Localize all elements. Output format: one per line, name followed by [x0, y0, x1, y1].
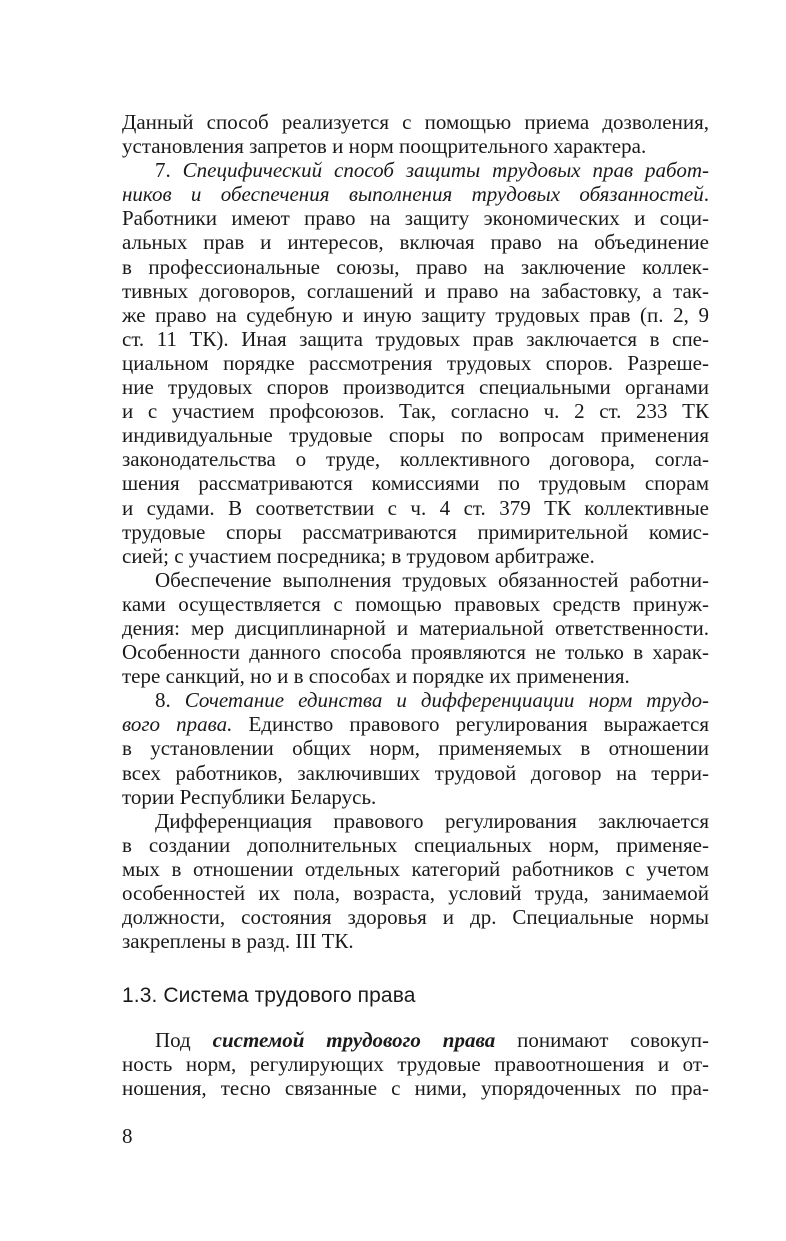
document-page [122, 110, 709, 1101]
page-number: 8 [122, 1124, 133, 1148]
text-line: же право на судебную и иную защиту трудовых прав (п. 2, 9 [122, 302, 709, 327]
text-line: тории Республики Беларусь. [122, 784, 377, 809]
text-line: шения рассматриваются комиссиями по трудовым спорам [122, 471, 709, 496]
text-line: в профессиональные союзы, право на заключение коллек- [122, 254, 709, 279]
italic-term: вого права. [122, 712, 233, 737]
text-fragment: понимают совокуп- [517, 1028, 710, 1053]
text-fragment: Под [155, 1028, 191, 1053]
text-line: всех работников, заключивших трудовой договор на терри- [122, 760, 709, 785]
text-line: ность норм, регулирующих трудовые правоотношения и от- [122, 1052, 709, 1077]
text-line: ками осуществляется с помощью правовых средств принуж- [122, 591, 709, 616]
italic-term: Специфический способ защиты трудовых прав работ- [182, 158, 709, 183]
text-line: тере санкций, но и в способах и порядке их применения. [122, 664, 630, 689]
text-line: ст. 11 ТК). Иная защита трудовых прав заключается в спе- [122, 326, 709, 351]
text-line: мых в отношении отдельных категорий работников с учетом [122, 856, 709, 881]
text-line [122, 712, 709, 736]
text-line: закреплены в разд. III ТК. [122, 929, 354, 954]
text-line: дения: мер дисциплинарной и материальной ответственности. [122, 615, 709, 640]
list-item-7-heading [122, 158, 709, 182]
italic-term: ников и обеспечения выполнения трудовых обязанностей [122, 182, 704, 207]
text-line: альных прав и интересов, включая право на объединение [122, 230, 709, 255]
text-line: и с участием профсоюзов. Так, согласно ч. 2 ст. 233 ТК [122, 399, 709, 424]
punctuation: . [703, 182, 709, 207]
list-item-8-heading [122, 688, 709, 712]
text-line: индивидуальные трудовые споры по вопросам применения [122, 423, 709, 448]
text-line: Данный способ реализуется с помощью приема дозволения, [122, 110, 709, 134]
text-line: Работники имеют право на защиту экономических и соци- [122, 206, 709, 231]
text-line: тивных договоров, соглашений и право на забастовку, а так- [122, 278, 709, 303]
text-line: установления запретов и норм поощрительного характера. [122, 134, 647, 159]
text-line [122, 1028, 709, 1052]
text-line: должности, состояния здоровья и др. Специальные нормы [122, 905, 709, 930]
section-heading: 1.3. Система трудового права [122, 984, 416, 1008]
list-number: 7. [155, 158, 171, 183]
text-line: в установлении общих норм, применяемых в отношении [122, 736, 709, 761]
list-number: 8. [155, 688, 171, 713]
text-line: законодательства о труде, коллективного договора, согла- [122, 447, 709, 472]
text-line: циальном порядке рассмотрения трудовых споров. Разреше- [122, 350, 709, 375]
text-line: Дифференциация правового регулирования заключается [155, 808, 709, 833]
body-text-lower [122, 1028, 709, 1100]
text-line: трудовые споры рассматриваются примирительной комис- [122, 519, 709, 544]
text-line: особенностей их пола, возраста, условий труда, занимаемой [122, 881, 709, 905]
body-text-upper [122, 110, 709, 953]
text-line: Особенности данного способа проявляются не только в харак- [122, 640, 709, 665]
key-term: системой трудового права [212, 1028, 496, 1053]
text-line: Обеспечение выполнения трудовых обязанностей работни- [155, 567, 709, 592]
text-line: ношения, тесно связанные с ними, упорядоченных по пра- [122, 1076, 709, 1101]
italic-term: Сочетание единства и дифференциации норм трудо- [184, 688, 709, 713]
text-line: сией; с участием посредника; в трудовом арбитраже. [122, 543, 595, 568]
text-line [122, 182, 709, 206]
text-line: ние трудовых споров производится специальными органами [122, 375, 709, 400]
text-line: и судами. В соответствии с ч. 4 ст. 379 ТК коллективные [122, 495, 709, 520]
text-line: в создании дополнительных специальных норм, применяе- [122, 832, 709, 857]
text-fragment: Единство правового регулирования выражается [248, 712, 709, 737]
